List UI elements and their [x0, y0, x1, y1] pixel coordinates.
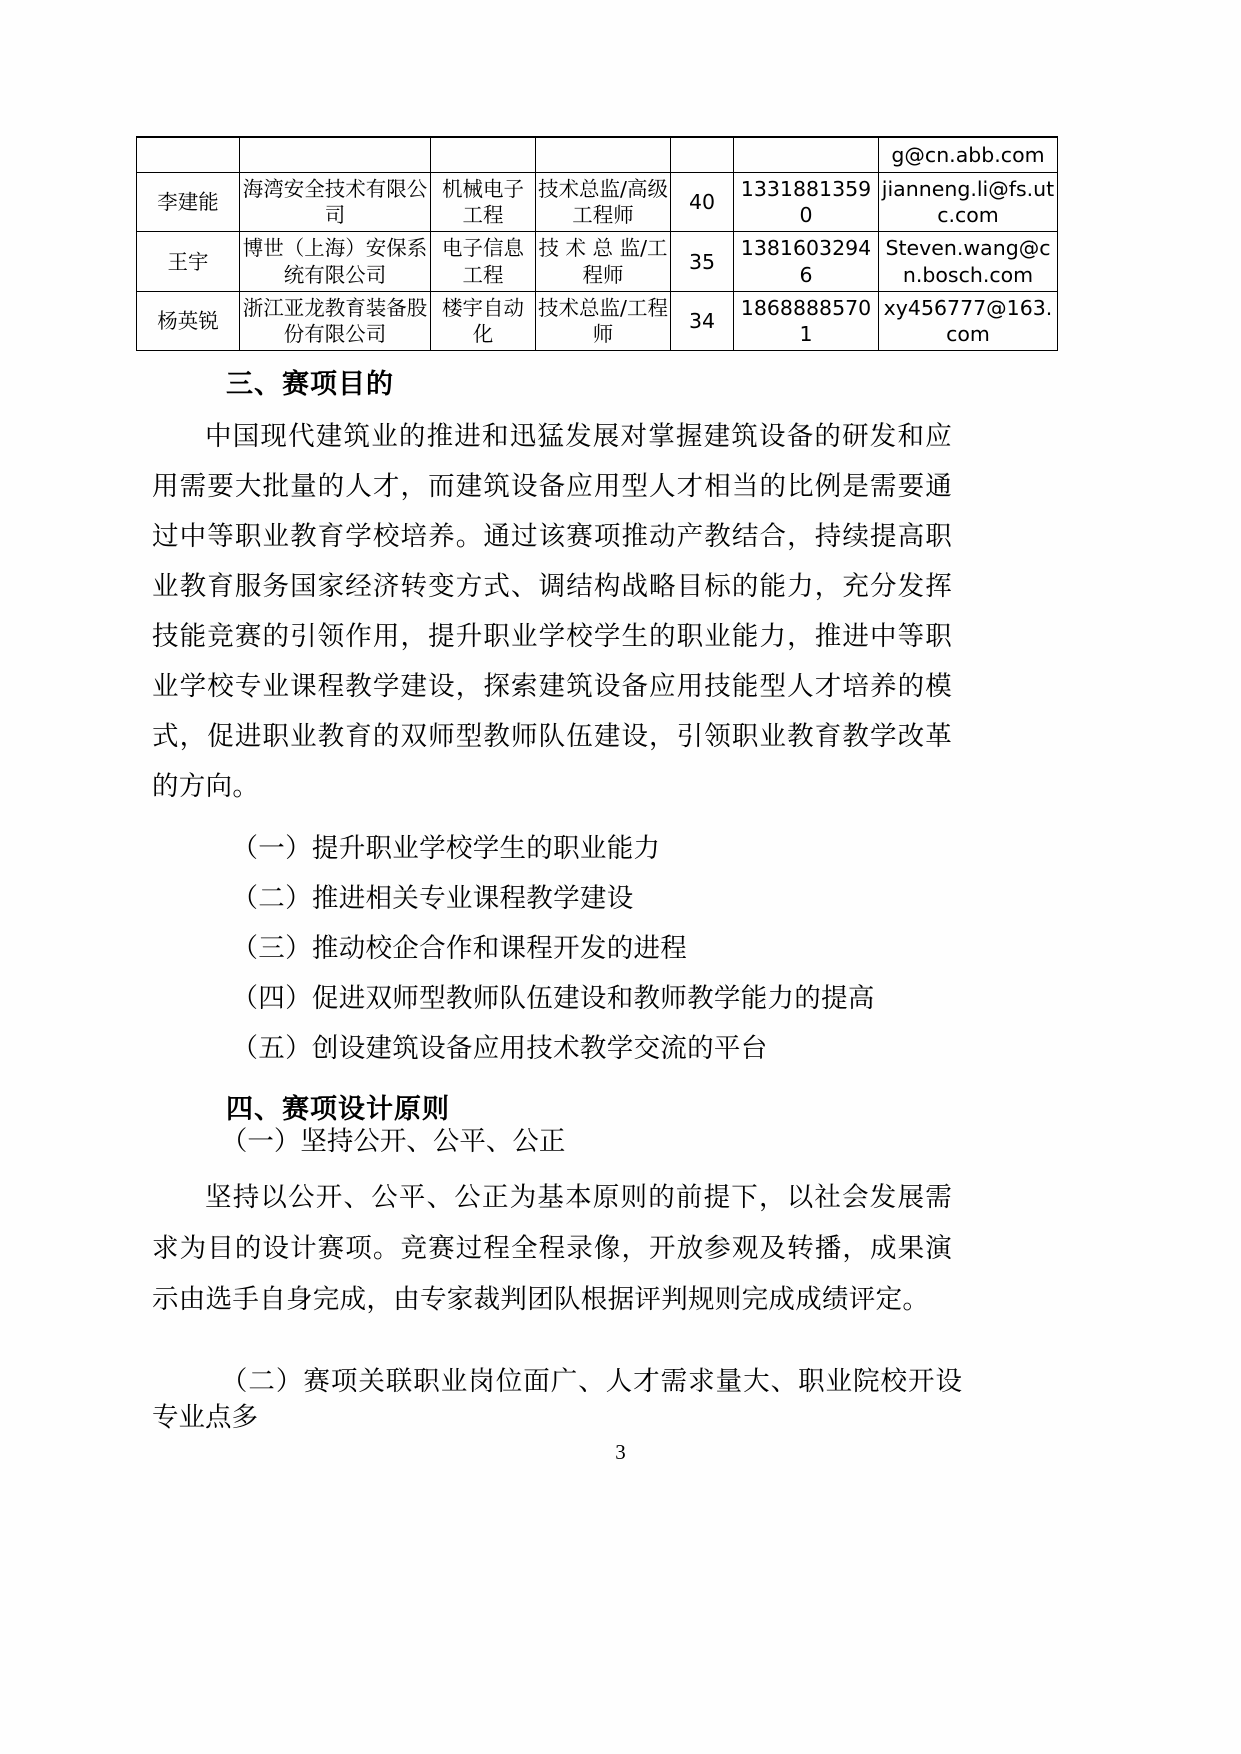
- section-three-paragraph: 中国现代建筑业的推进和迅猛发展对掌握建筑设备的研发和应用需要大批量的人才，而建筑设备应用型人才相当的比例是需要通过中等职业教育学校培养。通过该赛项推动产教结合，持续提高职业教育服务国家经济转变方式、调结构战略目标的能力，充分发挥技能竞赛的引领作用，提升职业学校学生的职业能力，推进中等职业学校专业课程教学建设，探索建筑设备应用技能型人才培养的模式，促进职业教育的双师型教师队伍建设，引领职业教育教学改革的方向。: [152, 421, 952, 802]
- cell-age: 34: [671, 291, 734, 350]
- cell-title: 技 术 总 监/工程师: [536, 232, 671, 291]
- cell-email: xy456777@163.com: [879, 291, 1058, 350]
- cell-org: 浙江亚龙教育装备股份有限公司: [240, 291, 431, 350]
- cell-name: 李建能: [137, 173, 240, 232]
- cell-name: 杨英锐: [137, 291, 240, 350]
- cell-name: [137, 137, 240, 173]
- list-item: （四）促进双师型教师队伍建设和教师教学能力的提高: [231, 983, 875, 1014]
- cell-phone: 18688885701: [734, 291, 879, 350]
- table-row: [137, 232, 1058, 291]
- cell-email: jianneng.li@fs.utc.com: [879, 173, 1058, 232]
- table-row: [137, 173, 1058, 232]
- cell-title: [536, 137, 671, 173]
- cell-name: 王宇: [137, 232, 240, 291]
- roster-table-wrapper: [136, 136, 1055, 351]
- cell-age: [671, 137, 734, 173]
- table-row: [137, 137, 1058, 173]
- list-item: （二）推进相关专业课程教学建设: [231, 883, 634, 914]
- cell-email: g@cn.abb.com: [879, 137, 1058, 173]
- table-row: [137, 291, 1058, 350]
- cell-title: 技术总监/高级工程师: [536, 173, 671, 232]
- cell-major: [431, 137, 536, 173]
- cell-org: 海湾安全技术有限公司: [240, 173, 431, 232]
- section-four-sub-two-title: （二）赛项关联职业岗位面广、人才需求量大、职业院校开设专业点多: [152, 1366, 962, 1433]
- cell-org: [240, 137, 431, 173]
- cell-age: 35: [671, 232, 734, 291]
- list-item: （一）提升职业学校学生的职业能力: [231, 833, 661, 864]
- cell-org: 博世（上海）安保系统有限公司: [240, 232, 431, 291]
- cell-age: 40: [671, 173, 734, 232]
- section-four-sub-one-title: （一）坚持公开、公平、公正: [220, 1126, 566, 1157]
- cell-major: 机械电子工程: [431, 173, 536, 232]
- cell-phone: 13318813590: [734, 173, 879, 232]
- cell-phone: [734, 137, 879, 173]
- cell-major: 楼宇自动化: [431, 291, 536, 350]
- page-number: 3: [615, 1440, 626, 1464]
- list-item: （三）推动校企合作和课程开发的进程: [231, 933, 688, 964]
- list-item: （五）创设建筑设备应用技术教学交流的平台: [231, 1033, 768, 1064]
- section-heading-three: 三、赛项目的: [226, 369, 394, 400]
- cell-email: Steven.wang@cn.bosch.com: [879, 232, 1058, 291]
- section-four-sub-one-paragraph: 坚持以公开、公平、公正为基本原则的前提下，以社会发展需求为目的设计赛项。竞赛过程全程录像，开放参观及转播，成果演示由选手自身完成，由专家裁判团队根据评判规则完成成绩评定。: [152, 1182, 952, 1315]
- cell-major: 电子信息工程: [431, 232, 536, 291]
- roster-table: [136, 136, 1058, 351]
- cell-phone: 13816032946: [734, 232, 879, 291]
- cell-title: 技术总监/工程师: [536, 291, 671, 350]
- section-heading-four: 四、赛项设计原则: [226, 1094, 450, 1125]
